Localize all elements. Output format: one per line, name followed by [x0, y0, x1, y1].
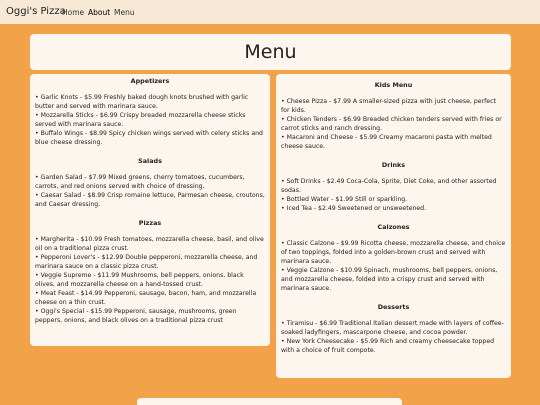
section-title-desserts: Desserts: [377, 303, 410, 311]
list-item: • Caesar Salad - $8.99 Crisp romaine lettuce, Parmesan cheese, croutons, and Caesar dressing.: [35, 192, 265, 208]
list-item: • Meat Feast - $14.99 Pepperoni, sausage, bacon, ham, and mozzarella cheese on a thin crust.: [35, 290, 257, 306]
section-title-salads: Salads: [138, 157, 162, 165]
section-items-appetizers: [35, 93, 265, 147]
section-items-desserts: [281, 319, 506, 355]
section-items-drinks: [281, 177, 506, 213]
list-item: • Oggi's Special - $15.99 Pepperoni, sausage, mushrooms, green peppers, onions, and black olives on a traditional pizza crust: [35, 308, 237, 324]
list-item: • Margherita - $10.99 Fresh tomatoes, mozzarella cheese, basil, and olive oil on a traditional pizza crust.: [35, 236, 264, 252]
menu-card-left: [30, 74, 270, 346]
section-items-pizzas: [35, 235, 265, 325]
list-item: • Veggie Calzone - $10.99 Spinach, mushrooms, bell peppers, onions, and mozzarella cheese, folded into a crispy crust and served with marinara sauce.: [281, 267, 498, 292]
section-title-calzones: Calzones: [377, 223, 410, 231]
section-title-appetizers: Appetizers: [130, 77, 170, 85]
top-navbar: [0, 0, 540, 24]
section-title-kids-menu: Kids Menu: [374, 81, 413, 89]
list-item: • New York Cheesecake - $5.99 Rich and creamy cheesecake topped with a choice of fruit compote.: [281, 338, 495, 354]
list-item: • Garlic Knots - $5.99 Freshly baked dough knots brushed with garlic butter and served with marinara sauce.: [35, 94, 249, 110]
list-item: • Mozzarella Sticks - $6.99 Crispy breaded mozzarella cheese sticks served with marinara sauce.: [35, 112, 246, 128]
page-title: Menu: [244, 41, 297, 63]
list-item: • Soft Drinks - $2.49 Coca-Cola, Sprite, Diet Coke, and other assorted sodas.: [281, 178, 497, 194]
list-item: • Classic Calzone - $9.99 Ricotta cheese, mozzarella cheese, and choice of two toppings, folded into a golden-brown crust and served with marinara sauce.: [281, 240, 506, 265]
section-items-calzones: [281, 239, 506, 293]
footer-card: [137, 398, 402, 405]
page-title-card: [30, 34, 511, 70]
nav-link-menu[interactable]: Menu: [114, 8, 135, 17]
section-title-drinks: Drinks: [381, 161, 406, 169]
list-item: • Iced Tea - $2.49 Sweetened or unsweetened.: [281, 205, 427, 212]
section-title-pizzas: Pizzas: [138, 219, 162, 227]
section-items-kids-menu: [281, 97, 506, 151]
list-item: • Veggie Supreme - $11.99 Mushrooms, bell peppers, onions, black olives, and mozzarella cheese on a hand-tossed crust.: [35, 272, 244, 288]
list-item: • Cheese Pizza - $7.99 A smaller-sized pizza with just cheese, perfect for kids.: [281, 98, 496, 114]
nav-link-home[interactable]: Home: [62, 8, 85, 17]
brand-logo-text[interactable]: Oggi's Pizza: [6, 6, 66, 17]
list-item: • Chicken Tenders - $6.99 Breaded chicken tenders served with fries or carrot sticks and ranch dressing.: [281, 116, 502, 132]
list-item: • Pepperoni Lover's - $12.99 Double pepperoni, mozzarella cheese, and marinara sauce on a classic pizza crust.: [35, 254, 258, 270]
menu-card-right: [276, 74, 511, 378]
section-items-salads: [35, 173, 265, 209]
list-item: • Garden Salad - $7.99 Mixed greens, cherry tomatoes, cucumbers, carrots, and red onions served with choice of dressing.: [35, 174, 245, 190]
list-item: • Macaroni and Cheese - $5.99 Creamy macaroni pasta with melted cheese sauce.: [281, 134, 492, 150]
list-item: • Tiramisu - $6.99 Traditional Italian dessert made with layers of coffee-soaked ladyfingers, mascarpone cheese, and cocoa powder.: [281, 320, 504, 336]
list-item: • Bottled Water - $1.99 Still or sparkling.: [281, 196, 408, 203]
list-item: • Buffalo Wings - $8.99 Spicy chicken wings served with celery sticks and blue cheese dressing.: [35, 130, 263, 146]
nav-link-about[interactable]: About: [88, 8, 111, 17]
